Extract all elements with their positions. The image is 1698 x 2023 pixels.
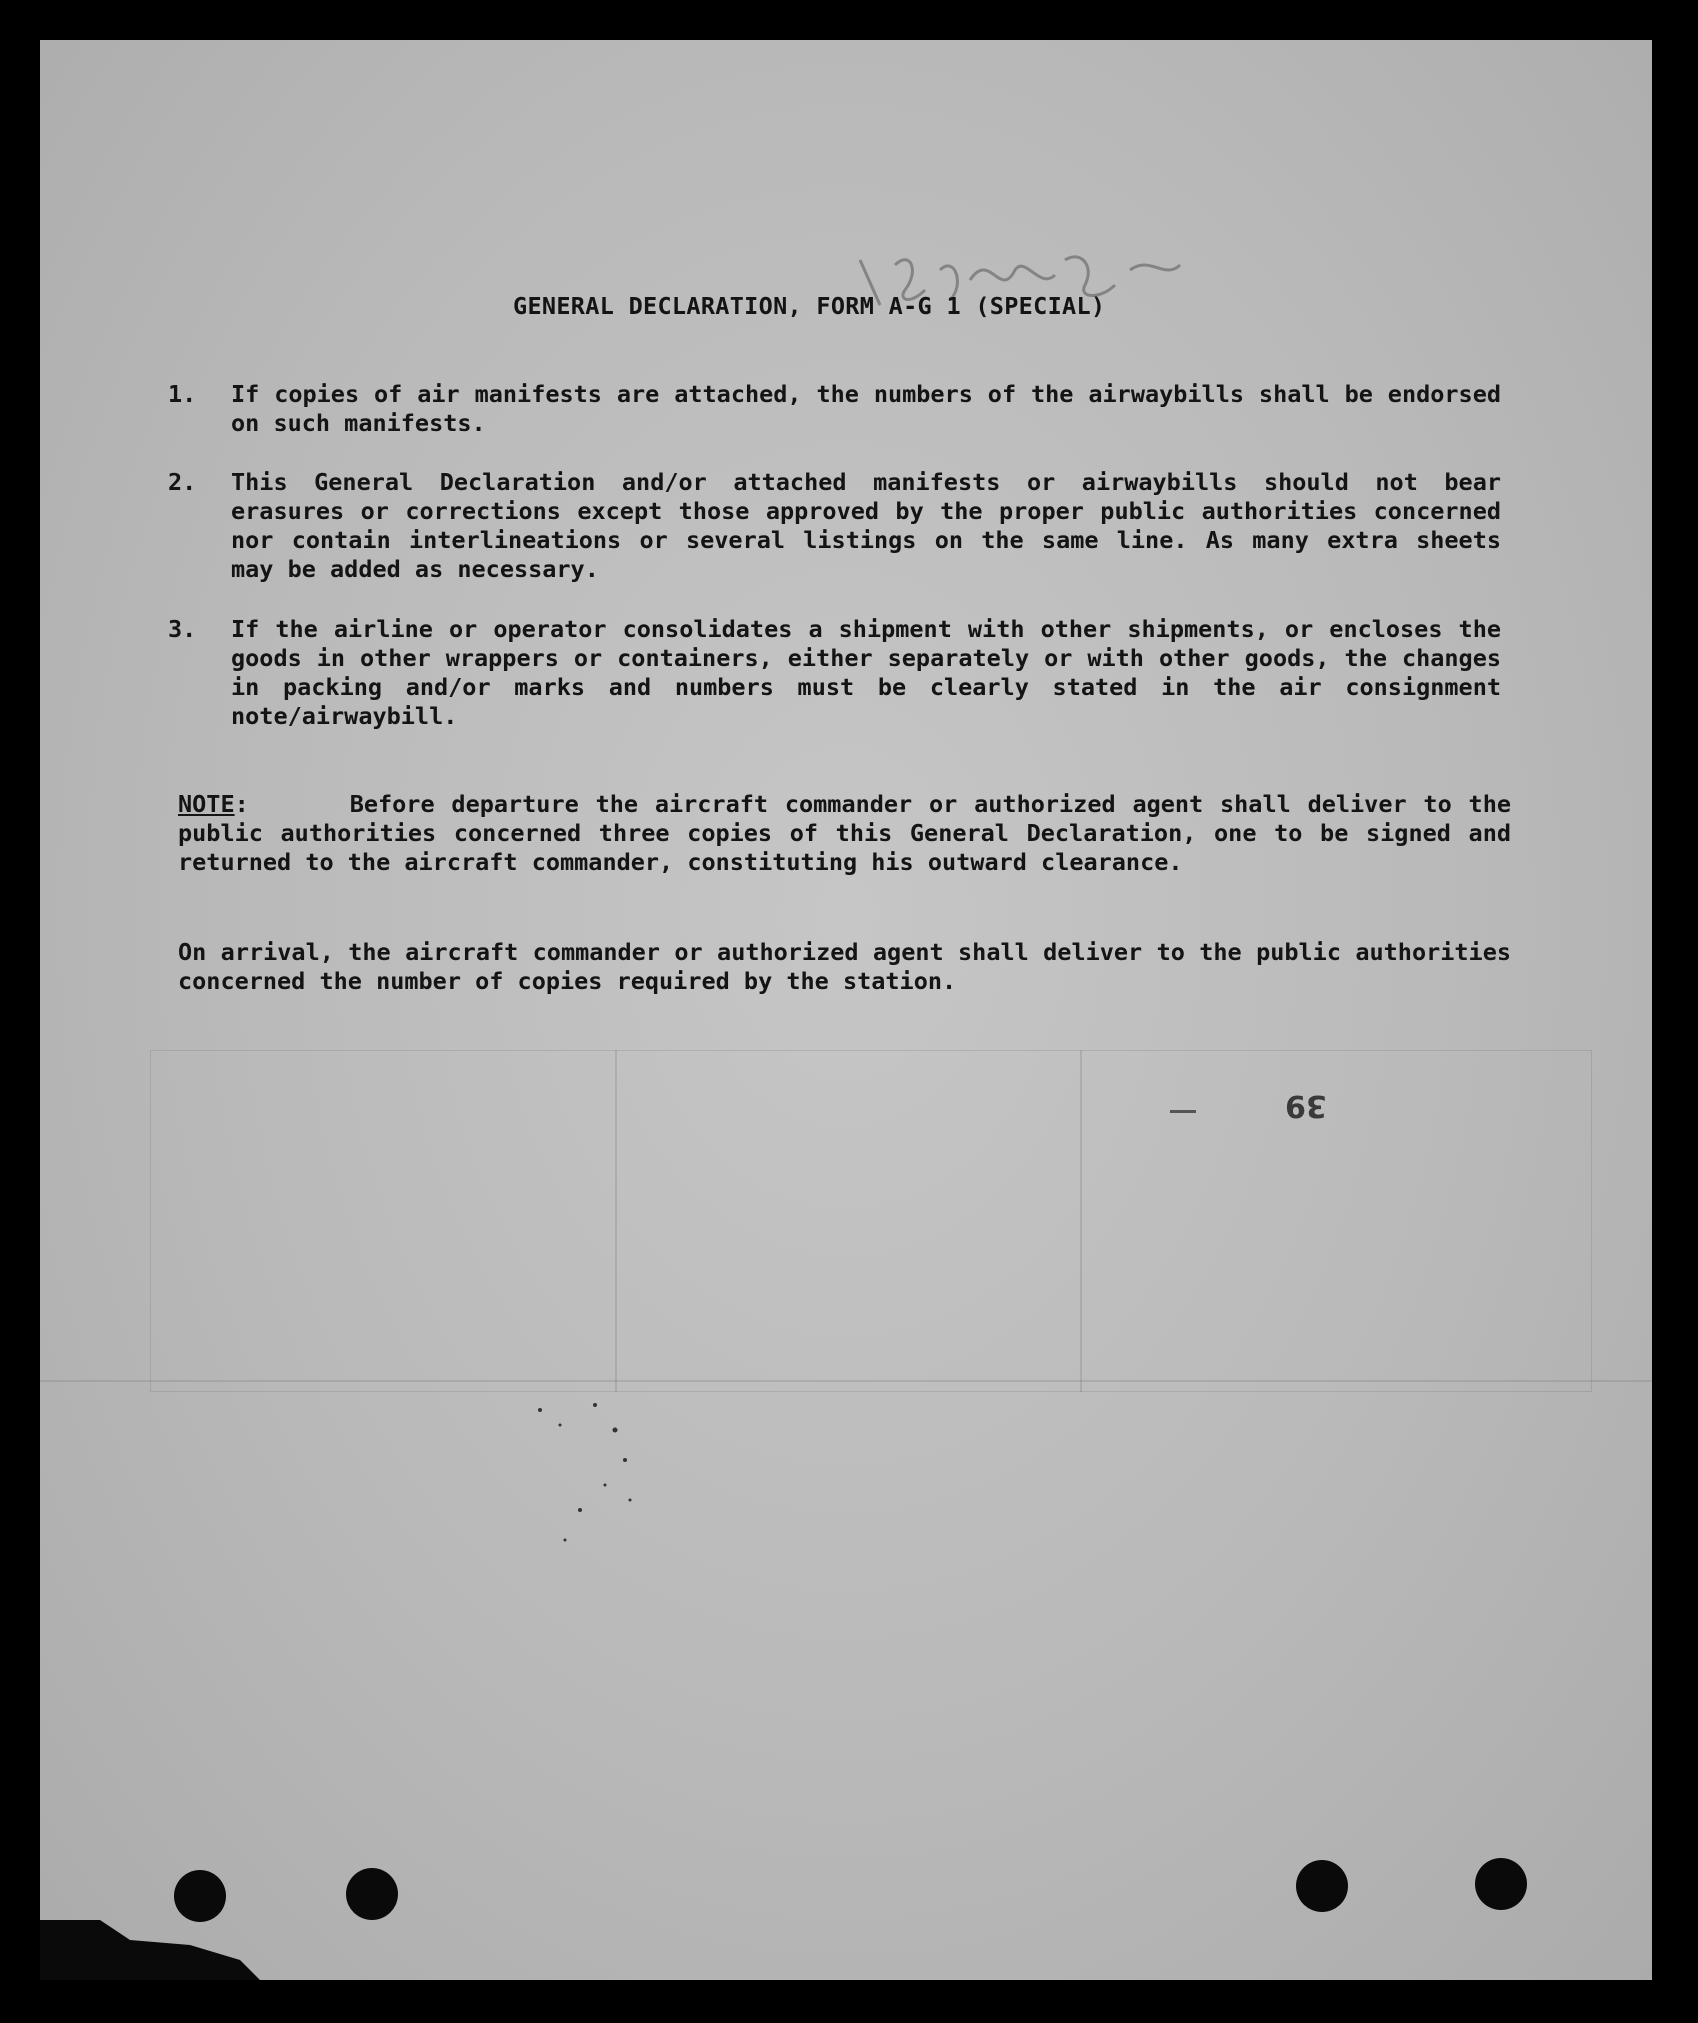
punch-hole (174, 1870, 226, 1922)
page-stamp-number: 39 (1285, 1088, 1327, 1123)
page-title: GENERAL DECLARATION, FORM A-G 1 (SPECIAL) (513, 292, 1106, 320)
dash-mark (1170, 1110, 1196, 1113)
ink-speckles (520, 1390, 740, 1590)
item-text: If the airline or operator consolidates a shipment with other shipments, or encloses the goods in other wrappers or containers, either separately or with other goods, the changes in packing and/or marks and numbers must be clearly stated in the air consignment note/airwaybill. (231, 615, 1501, 730)
item-text: If copies of air manifests are attached, the numbers of the airwaybills shall be endorsed on such manifests. (231, 380, 1501, 437)
note-paragraph: NOTE: Before departure the aircraft commander or authorized agent shall deliver to the public authorities concerned three copies of this General Declaration, one to be signed and returned to the aircraft commander, constituting his outward clearance. (178, 790, 1511, 876)
arrival-paragraph: On arrival, the aircraft commander or authorized agent shall deliver to the public authorities concerned the number of copies required by the station. (178, 938, 1511, 995)
item-number: 3. (168, 615, 197, 643)
bleed-through-line (40, 1380, 1652, 1382)
item-number: 1. (168, 380, 197, 408)
item-number: 2. (168, 468, 197, 496)
torn-corner (40, 1920, 260, 1980)
note-text: Before departure the aircraft commander or authorized agent shall deliver to the public authorities concerned three copies of this General Declaration, one to be signed and returned to the aircraft commander, constituting his outward clearance. (178, 790, 1511, 876)
item-text: This General Declaration and/or attached manifests or airwaybills should not bear erasures or corrections except those approved by the proper public authorities concerned nor contain interlineations or several listings on the same line. As many extra sheets may be added as necessary. (231, 468, 1501, 583)
bleed-through-line (1080, 1050, 1082, 1392)
punch-hole (1296, 1860, 1348, 1912)
note-label: NOTE (178, 790, 235, 818)
punch-hole (346, 1868, 398, 1920)
punch-hole (1475, 1858, 1527, 1910)
document-page (40, 40, 1652, 1980)
bleed-through-line (615, 1050, 617, 1392)
bleed-through-grid (150, 1050, 1592, 1392)
